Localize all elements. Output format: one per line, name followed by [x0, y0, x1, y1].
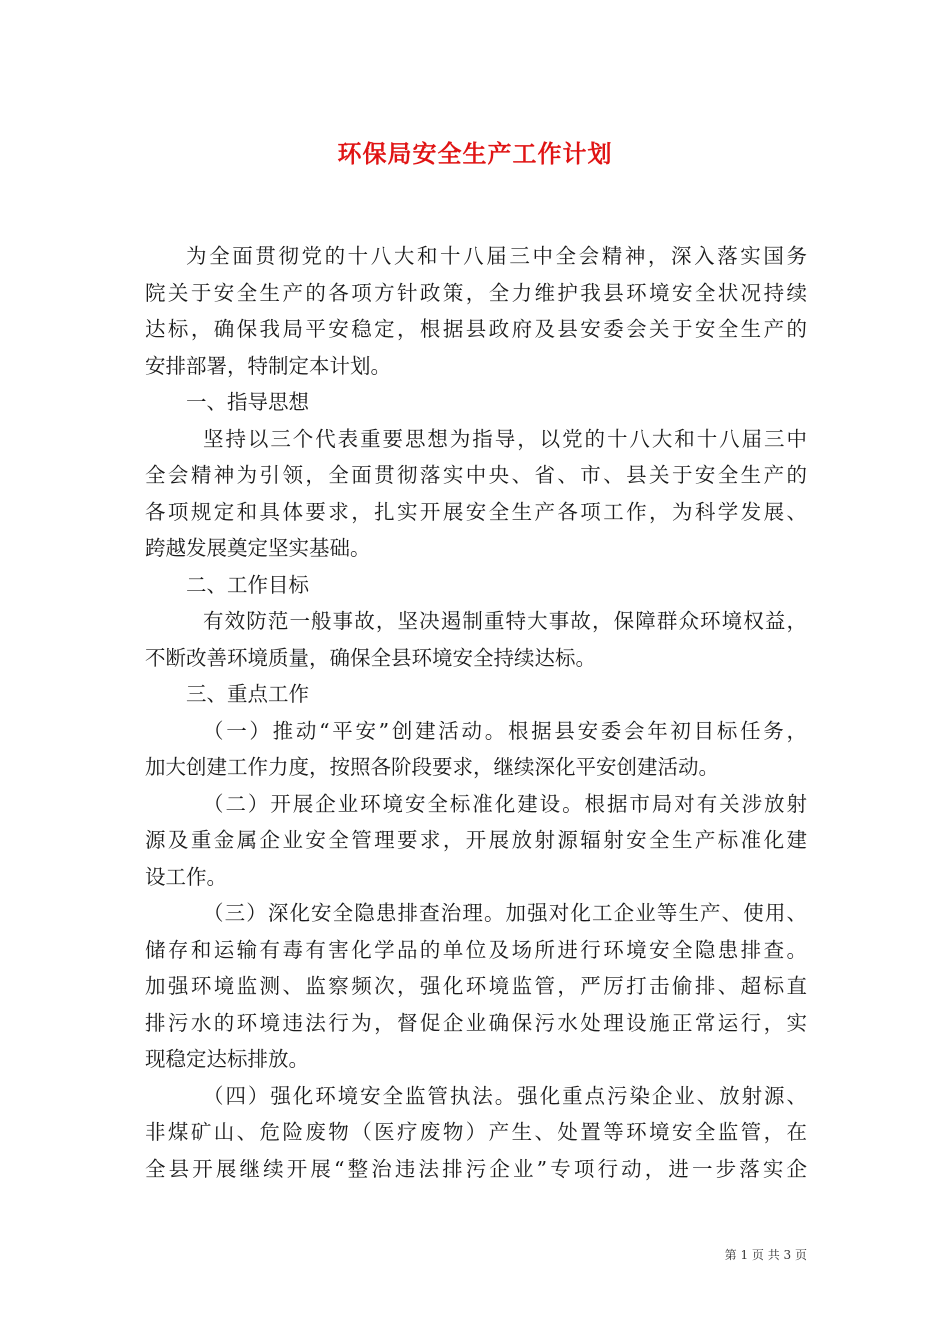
- text-line: 安排部署，特制定本计划。: [145, 353, 391, 378]
- document-body: [145, 238, 807, 1187]
- text-line: 设工作。: [145, 864, 227, 889]
- page-footer: 第 1 页 共 3 页: [724, 1248, 807, 1262]
- text-line: 加大创建工作力度，按照各阶段要求，继续深化平安创建活动。: [145, 755, 719, 779]
- text-line: 一、指导思想: [186, 390, 309, 414]
- text-line: （一）推动“平安”创建活动。根据县安委会年初目标任务，: [203, 718, 807, 743]
- page-title: 环保局安全生产工作计划: [337, 139, 613, 168]
- text-line: 现稳定达标排放。: [145, 1047, 309, 1071]
- text-line: 非煤矿山、危险废物（医疗废物）产生、处置等环境安全监管，在: [145, 1120, 807, 1144]
- text-line: （三）深化安全隐患排查治理。加强对化工企业等生产、使用、: [203, 901, 807, 925]
- text-line: 加强环境监测、监察频次，强化环境监管，严厉打击偷排、超标直: [145, 974, 807, 998]
- text-line: 有效防范一般事故，坚决遏制重特大事故，保障群众环境权益，: [203, 609, 807, 633]
- text-line: （二）开展企业环境安全标准化建设。根据市局对有关涉放射: [203, 791, 807, 816]
- text-line: 储存和运输有毒有害化学品的单位及场所进行环境安全隐患排查。: [145, 937, 807, 962]
- text-line: 全县开展继续开展“整治违法排污企业”专项行动，进一步落实企: [145, 1156, 807, 1181]
- text-line: 院关于安全生产的各项方针政策，全力维护我县环境安全状况持续: [145, 280, 807, 305]
- text-line: 为全面贯彻党的十八大和十八届三中全会精神，深入落实国务: [186, 244, 807, 268]
- text-line: 跨越发展奠定坚实基础。: [145, 536, 371, 560]
- text-line: 达标，确保我局平安稳定，根据县政府及县安委会关于安全生产的: [145, 317, 807, 341]
- text-line: 二、工作目标: [186, 572, 309, 597]
- text-line: 坚持以三个代表重要思想为指导，以党的十八大和十八届三中: [203, 426, 807, 451]
- text-line: 不断改善环境质量，确保全县环境安全持续达标。: [145, 645, 596, 670]
- text-line: 排污水的环境违法行为，督促企业确保污水处理设施正常运行，实: [145, 1010, 807, 1035]
- text-line: 各项规定和具体要求，扎实开展安全生产各项工作，为科学发展、: [145, 499, 807, 524]
- text-line: 源及重金属企业安全管理要求，开展放射源辐射安全生产标准化建: [145, 828, 807, 852]
- text-line: 全会精神为引领，全面贯彻落实中央、省、市、县关于安全生产的: [145, 463, 807, 487]
- text-line: （四）强化环境安全监管执法。强化重点污染企业、放射源、: [203, 1083, 807, 1108]
- text-line: 三、重点工作: [186, 682, 309, 706]
